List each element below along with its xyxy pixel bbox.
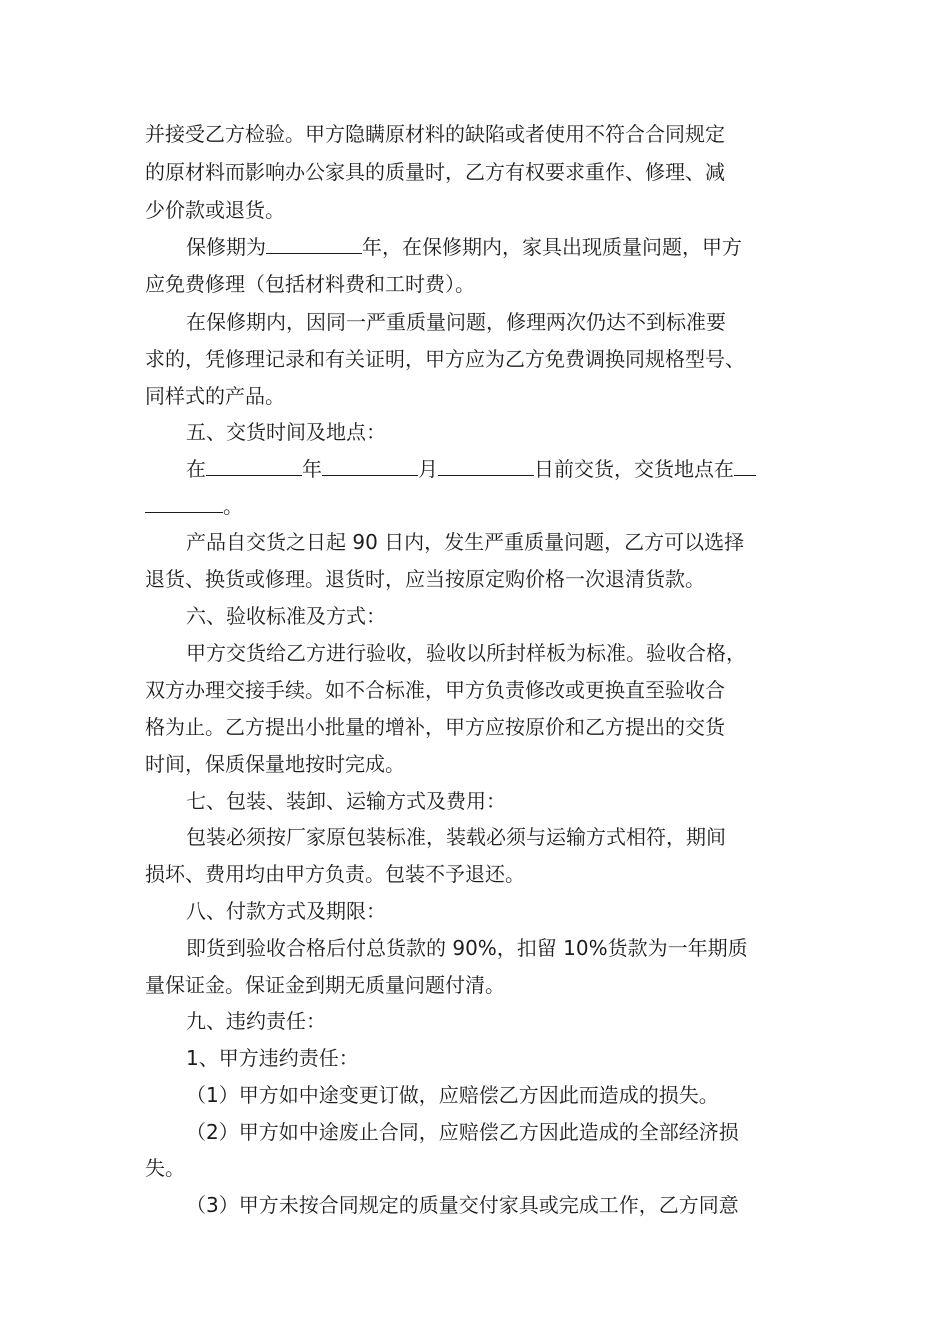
clause-line: （3）甲方未按合同规定的质量交付家具或完成工作，乙方同意 <box>186 1193 739 1217</box>
text-fragment: 日前交货，交货地点在 <box>534 457 734 481</box>
paragraph-line: 包装必须按厂家原包装标准，装载必须与运输方式相符，期间 <box>186 825 726 849</box>
fill-blank-month <box>322 453 418 476</box>
paragraph-line: 失。 <box>145 1156 185 1180</box>
text-fragment: 年，在保修期内，家具出现质量问题，甲方 <box>362 235 742 259</box>
fill-blank-year <box>206 453 302 476</box>
paragraph-line: 甲方交货给乙方进行验收，验收以所封样板为标准。验收合格， <box>186 641 746 665</box>
paragraph-line: 产品自交货之日起 90 日内，发生严重质量问题，乙方可以选择 <box>186 530 745 554</box>
section-heading: 八、付款方式及期限： <box>186 899 386 923</box>
fill-blank-day <box>438 453 534 476</box>
paragraph-line: 同样式的产品。 <box>145 384 285 408</box>
delivery-location-line <box>145 490 243 520</box>
fill-blank-years <box>266 231 362 254</box>
paragraph-line: 少价款或退货。 <box>145 198 285 222</box>
text-fragment: 。 <box>223 494 243 518</box>
clause-line: （2）甲方如中途废止合同，应赔偿乙方因此造成的全部经济损 <box>186 1120 739 1144</box>
text-fragment: 月 <box>418 457 438 481</box>
paragraph-line: 双方办理交接手续。如不合标准，甲方负责修改或更换直至验收合 <box>145 678 725 702</box>
paragraph-line: 应免费修理（包括材料费和工时费）。 <box>145 272 475 296</box>
delivery-date-line <box>186 453 756 483</box>
clause-line: （1）甲方如中途变更订做，应赔偿乙方因此而造成的损失。 <box>186 1083 719 1107</box>
fill-blank-location-cont <box>145 490 223 513</box>
paragraph-line: 在保修期内，因同一严重质量问题，修理两次仍达不到标准要 <box>186 310 726 334</box>
section-heading: 七、包装、装卸、运输方式及费用： <box>186 789 506 813</box>
section-heading: 九、违约责任： <box>186 1009 326 1033</box>
paragraph-line: 的原材料而影响办公家具的质量时，乙方有权要求重作、修理、减 <box>145 160 725 184</box>
section-heading: 五、交货时间及地点： <box>186 420 386 444</box>
paragraph-line: 损坏、费用均由甲方负责。包装不予退还。 <box>145 862 525 886</box>
paragraph-line: 格为止。乙方提出小批量的增补，甲方应按原价和乙方提出的交货 <box>145 715 725 739</box>
paragraph-line: 即货到验收合格后付总货款的 90%，扣留 10%货款为一年期质 <box>186 936 748 960</box>
warranty-period-line <box>186 231 742 261</box>
subsection-heading: 1、甲方违约责任： <box>186 1046 359 1070</box>
paragraph-line: 求的，凭修理记录和有关证明，甲方应为乙方免费调换同规格型号、 <box>145 347 745 371</box>
paragraph-line: 时间，保质保量地按时完成。 <box>145 752 405 776</box>
text-fragment: 在 <box>186 457 206 481</box>
text-fragment: 年 <box>302 457 322 481</box>
paragraph-line: 退货、换货或修理。退货时，应当按原定购价格一次退清货款。 <box>145 567 705 591</box>
paragraph-line: 并接受乙方检验。甲方隐瞒原材料的缺陷或者使用不符合合同规定 <box>145 122 725 146</box>
text-fragment: 保修期为 <box>186 235 266 259</box>
fill-blank-location <box>734 453 756 476</box>
paragraph-line: 量保证金。保证金到期无质量问题付清。 <box>145 973 505 997</box>
section-heading: 六、验收标准及方式： <box>186 604 386 628</box>
